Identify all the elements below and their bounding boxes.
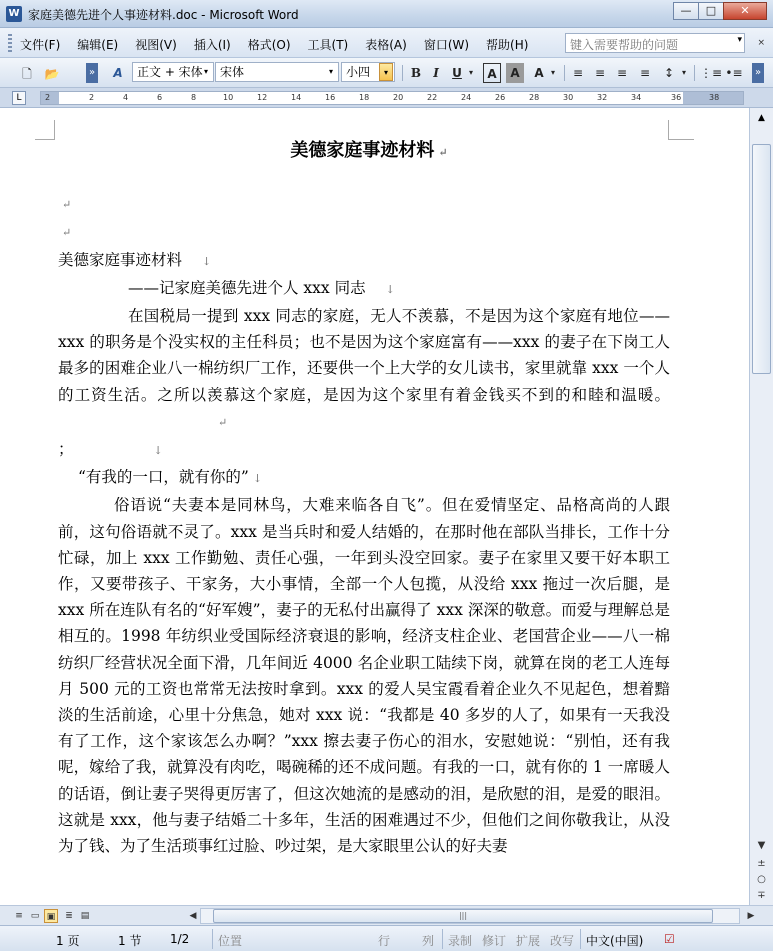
extend-selection-button[interactable]: 扩展 — [516, 934, 541, 948]
character-scale-button[interactable]: A — [534, 66, 544, 80]
help-search-placeholder: 键入需要帮助的问题 — [570, 38, 679, 52]
open-folder-icon[interactable]: 📂 — [44, 67, 60, 81]
style-value: 正文 + 宋体 — [137, 65, 203, 79]
align-right-icon[interactable]: ≡ — [616, 66, 628, 80]
menu-table[interactable]: 表格(A) — [365, 38, 407, 52]
scroll-down-icon[interactable]: ▼ — [757, 840, 766, 851]
byline[interactable]: ——记家庭美德先进个人 xxx 同志 ↓ — [128, 278, 395, 297]
ruler-tick: 16 — [325, 93, 336, 102]
ruler-tick: 6 — [157, 93, 163, 102]
status-separator — [580, 929, 581, 949]
status-row: 行 — [378, 934, 391, 948]
semicolon-line[interactable]: ； ↓ — [58, 440, 163, 459]
spelling-check-icon[interactable]: ☑ — [664, 932, 675, 946]
status-bar — [0, 925, 773, 951]
status-separator — [442, 929, 443, 949]
horizontal-scroll-thumb[interactable]: ||| — [213, 909, 713, 923]
chevron-down-icon[interactable]: ▾ — [379, 63, 393, 81]
word-app-icon[interactable]: W — [6, 6, 22, 22]
horizontal-ruler[interactable] — [40, 91, 744, 105]
ruler-tick: 2 — [45, 93, 51, 102]
character-border-button[interactable]: A — [483, 63, 501, 83]
chevron-down-icon[interactable]: ▾ — [468, 68, 473, 77]
scroll-left-icon[interactable]: ◀ — [189, 911, 197, 921]
ruler-tick: 26 — [495, 93, 506, 102]
menu-tools[interactable]: 工具(T) — [307, 38, 349, 52]
scroll-up-icon[interactable]: ▲ — [758, 113, 765, 123]
ruler-tick: 24 — [461, 93, 472, 102]
vertical-scroll-thumb[interactable] — [752, 144, 771, 374]
italic-button[interactable]: I — [433, 66, 439, 80]
menu-file[interactable]: 文件(F) — [20, 38, 61, 52]
status-page-count: 1/2 — [170, 932, 190, 946]
title-bar — [0, 0, 773, 28]
font-select[interactable] — [215, 62, 339, 82]
ruler-tick: 28 — [529, 93, 540, 102]
align-justify-icon[interactable]: ≡ — [639, 66, 651, 80]
print-layout-view-icon[interactable]: ▣ — [44, 909, 58, 923]
align-center-icon[interactable]: ≡ — [594, 66, 606, 80]
help-search-input[interactable] — [565, 33, 745, 53]
line-spacing-icon[interactable]: ↕ — [663, 66, 675, 80]
maximize-button[interactable]: □ — [698, 2, 724, 20]
scroll-right-icon[interactable]: ▶ — [747, 911, 755, 921]
ruler-tick: 22 — [427, 93, 438, 102]
chevron-down-icon[interactable]: ▾ — [550, 68, 555, 77]
overtype-button[interactable]: 改写 — [550, 934, 575, 948]
status-separator — [212, 929, 213, 949]
menu-close-doc-icon[interactable]: × — [757, 38, 765, 48]
toolbar-separator — [694, 65, 695, 81]
ruler-tick: 36 — [671, 93, 682, 102]
ruler-tick: 2 — [89, 93, 95, 102]
reading-view-icon[interactable]: ▤ — [80, 911, 90, 921]
subtitle-line[interactable]: 美德家庭事迹材料 ↓ — [58, 250, 212, 269]
toolbar-chevron-icon[interactable]: » — [752, 63, 764, 83]
document-heading[interactable]: 美德家庭事迹材料 ↵ — [290, 140, 448, 161]
section-quote-heading[interactable]: “有我的一口，就有你的” ↓ — [78, 468, 263, 487]
blank-line[interactable]: ↵ — [62, 226, 72, 240]
chevron-down-icon[interactable]: ▾ — [203, 67, 208, 76]
next-page-icon[interactable]: ∓ — [757, 890, 766, 901]
ruler-tick: 20 — [393, 93, 404, 102]
menu-help[interactable]: 帮助(H) — [486, 38, 529, 52]
ruler-tick: 4 — [123, 93, 129, 102]
page-margin-corner-right — [668, 120, 694, 140]
tab-selector-icon[interactable]: L — [12, 91, 26, 105]
help-dropdown-icon[interactable]: ▾ — [737, 35, 742, 45]
horizontal-scroll-row — [0, 905, 773, 925]
ruler-tick: 8 — [191, 93, 197, 102]
chevron-down-icon[interactable]: ▾ — [681, 68, 686, 77]
vertical-scrollbar[interactable] — [749, 108, 773, 905]
outline-view-icon[interactable]: ≣ — [65, 911, 73, 921]
paragraph-2[interactable]: 俗语说“夫妻本是同林鸟，大难来临各自飞”。但在爱情坚定、品格高尚的人跟前，这句俗语就不灵了。xxx 是当兵时和爱人结婚的，在那时他在部队当排长，工作十分忙碌，加上 xxx 工作勤勉、责任心强，一年到头没空回家。妻子在家里又要干好本职工作，又要带孩子、干家务，大小事情，全部一个人包揽，从没给 xxx 拖过一次后腿，是 xxx 所在连队有名的“好军嫂”，妻子的无私付出赢得了 xxx 深深的敬意。而爱与理解总是相互的。1998 年纺织业受国际经济衰退的影响，经济支柱企业、老国营企业——八一棉纺织厂经营状况全面下滑，几年间近 4000 名企业职工陆续下岗，就算在岗的老工人连每月 500 元的工资也常常无法按时拿到。xxx 的爱人吴宝霞看着企业久不见起色，想着黯淡的生活前途，心里十分焦急，她对 xxx 说：“我都是 40 多岁的人了，如果有一天我没有了工作，这个家该怎么办啊？”xxx 擦去妻子伤心的泪水，安慰她说：“别怕，还有我呢，嫁给了我，就算没有肉吃，喝碗稀的还不成问题。有我的一口，就有你的 1 一席暖人的话语，倒让妻子哭得更厉害了，但这次她流的是感动的泪，是欣慰的泪，是爱的眼泪。这就是 xxx，他与妻子结婚二十多年，生活的困难遇过不少，但他们之间你敬我让，从没为了钱、为了生活琐事红过脸、吵过架，是大家眼里公认的好夫妻 — [58, 496, 670, 856]
ruler-tick: 14 — [291, 93, 302, 102]
status-page: 1 页 — [56, 934, 80, 948]
ruler-tick: 10 — [223, 93, 234, 102]
track-changes-button[interactable]: 修订 — [482, 934, 507, 948]
close-button[interactable]: ✕ — [723, 2, 767, 20]
status-section: 1 节 — [118, 934, 142, 948]
language-indicator[interactable]: 中文(中国) — [586, 934, 644, 948]
menu-grip-handle[interactable] — [8, 34, 12, 52]
document-page[interactable] — [58, 138, 670, 859]
font-size-value: 小四 — [346, 65, 371, 79]
ruler-tick: 18 — [359, 93, 370, 102]
menu-insert[interactable]: 插入(I) — [193, 38, 231, 52]
formatting-toolbar — [0, 58, 773, 88]
window-controls — [674, 2, 767, 20]
menu-items — [20, 36, 545, 53]
align-left-icon[interactable]: ≡ — [572, 66, 584, 80]
numbering-icon[interactable]: ⋮≡ — [700, 66, 723, 80]
menu-view[interactable]: 视图(V) — [135, 38, 177, 52]
horizontal-scrollbar[interactable] — [200, 908, 740, 924]
character-shading-button[interactable]: A — [506, 63, 524, 83]
web-view-icon[interactable]: ▭ — [30, 911, 40, 921]
status-position: 位置 — [218, 934, 243, 948]
minimize-button[interactable]: — — [673, 2, 699, 20]
style-select[interactable] — [132, 62, 214, 82]
font-size-select[interactable] — [341, 62, 395, 82]
previous-page-icon[interactable]: ± — [757, 858, 766, 869]
blank-line[interactable]: ↵ — [62, 198, 72, 212]
macro-record-button[interactable]: 录制 — [448, 934, 473, 948]
bold-button[interactable]: B — [410, 66, 422, 80]
font-value: 宋体 — [220, 65, 245, 79]
document-area[interactable] — [0, 108, 749, 905]
ruler-tick: 38 — [709, 93, 720, 102]
chevron-down-icon[interactable]: ▾ — [328, 67, 333, 76]
window-title: 家庭美德先进个人事迹材料.doc - Microsoft Word — [28, 8, 299, 22]
ruler-tick: 32 — [597, 93, 608, 102]
menu-edit[interactable]: 编辑(E) — [77, 38, 119, 52]
paragraph-1[interactable]: 在国税局一提到 xxx 同志的家庭，无人不羡慕，不是因为这个家庭有地位——xxx 的职务是个没实权的主任科员；也不是因为这个家庭富有——xxx 的妻子在下岗工人最多的困难企业八一棉纺织厂工作，还要供一个上大学的女儿读书，家里就靠 xxx 一个人的工资生活。之所以羡慕这个家庭，是因为这个家里有着金钱买不到的和睦和温暖。↵ — [58, 307, 670, 429]
new-document-icon[interactable]: 🗋 — [22, 67, 32, 81]
ruler-tick: 34 — [631, 93, 642, 102]
toolbar-chevron-icon[interactable]: » — [86, 63, 98, 83]
select-browse-object-icon[interactable]: ○ — [757, 874, 766, 885]
toolbar-separator — [402, 65, 403, 81]
bullets-icon[interactable]: •≡ — [725, 66, 743, 80]
underline-button[interactable]: U — [452, 66, 462, 80]
menu-format[interactable]: 格式(O) — [247, 38, 291, 52]
page-margin-corner-left — [35, 120, 55, 140]
ruler-tick: 30 — [563, 93, 574, 102]
ruler-tick: 12 — [257, 93, 268, 102]
status-column: 列 — [422, 934, 435, 948]
toolbar-separator — [564, 65, 565, 81]
styles-icon[interactable]: A — [113, 66, 123, 80]
normal-view-icon[interactable]: ≡ — [15, 911, 23, 921]
menu-window[interactable]: 窗口(W) — [423, 38, 470, 52]
ruler-row — [0, 88, 773, 108]
